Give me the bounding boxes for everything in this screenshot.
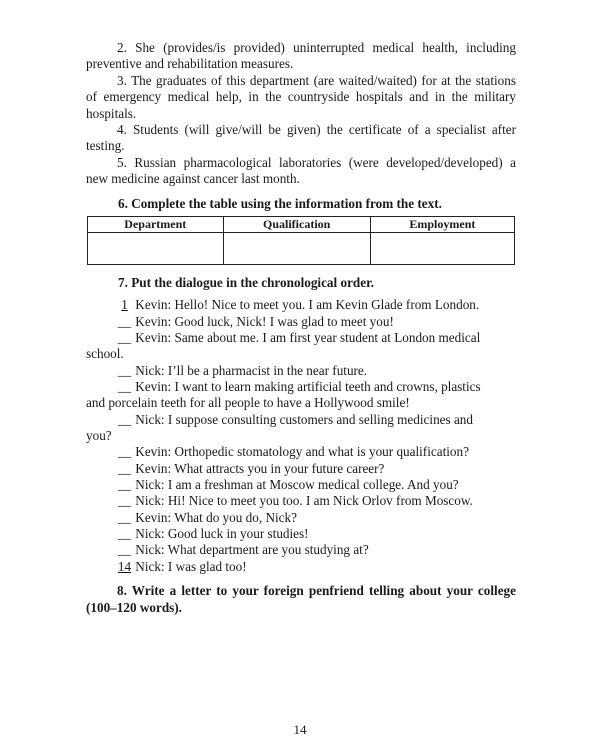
dialogue-line-text: Nick: I am a freshman at Moscow medical college. And you? (135, 477, 459, 492)
exercise5-item-2: 2. She (provides/is provided) uninterrupted medical health, including preventive and rehabilitation measures. (86, 40, 516, 72)
dialogue-line-text: Nick: I’ll be a pharmacist in the near future. (135, 363, 368, 378)
exercise6-heading: 6. Complete the table using the information from the text. (118, 196, 442, 211)
table-header-department: Department (88, 217, 224, 233)
dialogue-line-text: Kevin: Good luck, Nick! I was glad to meet you! (135, 314, 394, 329)
order-blank[interactable]: __ (117, 526, 132, 541)
dialogue-line (117, 412, 473, 428)
exercise5-item-5: 5. Russian pharmacological laboratories (were developed/developed) a new medicine against cancer last month. (86, 155, 516, 187)
order-blank[interactable]: __ (117, 412, 132, 427)
exercise8-heading: 8. Write a letter to your foreign penfriend telling about your college (100–120 words). (86, 583, 516, 615)
order-blank[interactable]: __ (117, 363, 132, 378)
order-blank[interactable]: __ (117, 477, 132, 492)
order-blank[interactable]: __ (117, 330, 132, 345)
dialogue-line (117, 477, 459, 493)
dialogue-line-text: Nick: Hi! Nice to meet you too. I am Nick Orlov from Moscow. (135, 493, 473, 508)
dialogue-line (117, 493, 473, 509)
dialogue-line (117, 526, 309, 542)
order-blank[interactable]: __ (117, 444, 132, 459)
dialogue-line-text: Kevin: Hello! Nice to meet you. I am Kevin Glade from London. (135, 297, 480, 312)
table-cell-qualification[interactable] (223, 233, 370, 265)
dialogue-line (117, 297, 479, 313)
exercise7-heading: 7. Put the dialogue in the chronological order. (118, 275, 375, 290)
order-blank[interactable]: __ (117, 542, 132, 557)
dialogue-line (117, 444, 469, 460)
order-blank[interactable]: 1 (121, 297, 128, 312)
order-blank[interactable]: __ (117, 461, 132, 476)
dialogue-line-text: Nick: What department are you studying at? (135, 542, 369, 557)
table-header-employment: Employment (370, 217, 514, 233)
order-blank[interactable]: __ (117, 314, 132, 329)
dialogue-line (117, 461, 384, 477)
dialogue-line (117, 379, 481, 395)
order-blank[interactable]: 14 (117, 559, 132, 574)
dialogue-line-text: Kevin: Same about me. I am first year student at London medical (135, 330, 481, 345)
page-number: 14 (293, 722, 307, 737)
dialogue-line-text: Nick: Good luck in your studies! (135, 526, 309, 541)
table-header-qualification: Qualification (223, 217, 370, 233)
dialogue-line-text: Kevin: I want to learn making artificial teeth and crowns, plastics (135, 379, 481, 394)
dialogue-line (117, 559, 247, 575)
dialogue-line-text: Kevin: Orthopedic stomatology and what is your qualification? (135, 444, 469, 459)
qualification-table (87, 216, 515, 265)
order-blank[interactable]: __ (117, 510, 132, 525)
dialogue-line-text: Kevin: What do you do, Nick? (135, 510, 297, 525)
order-blank[interactable]: __ (117, 379, 132, 394)
order-blank[interactable]: __ (117, 493, 132, 508)
table-cell-employment[interactable] (370, 233, 514, 265)
dialogue-line-text: Nick: I suppose consulting customers and selling medicines and (135, 412, 473, 427)
dialogue-line (117, 510, 297, 526)
dialogue-line-continuation: and porcelain teeth for all people to have a Hollywood smile! (86, 395, 410, 410)
dialogue-line-text: Nick: I was glad too! (135, 559, 247, 574)
dialogue-line-continuation: school. (86, 346, 124, 361)
exercise5-item-3: 3. The graduates of this department (are waited/waited) for at the stations of emergency medical help, in the countryside hospitals and in the military hospitals. (86, 73, 516, 121)
exercise5-item-4: 4. Students (will give/will be given) the certificate of a specialist after testing. (86, 122, 516, 154)
dialogue-line (117, 314, 394, 330)
dialogue-line (117, 542, 369, 558)
dialogue-line (117, 363, 367, 379)
table-cell-department[interactable] (88, 233, 224, 265)
dialogue-line (117, 330, 480, 346)
dialogue-line-continuation: you? (86, 428, 112, 443)
dialogue-line-text: Kevin: What attracts you in your future career? (135, 461, 385, 476)
